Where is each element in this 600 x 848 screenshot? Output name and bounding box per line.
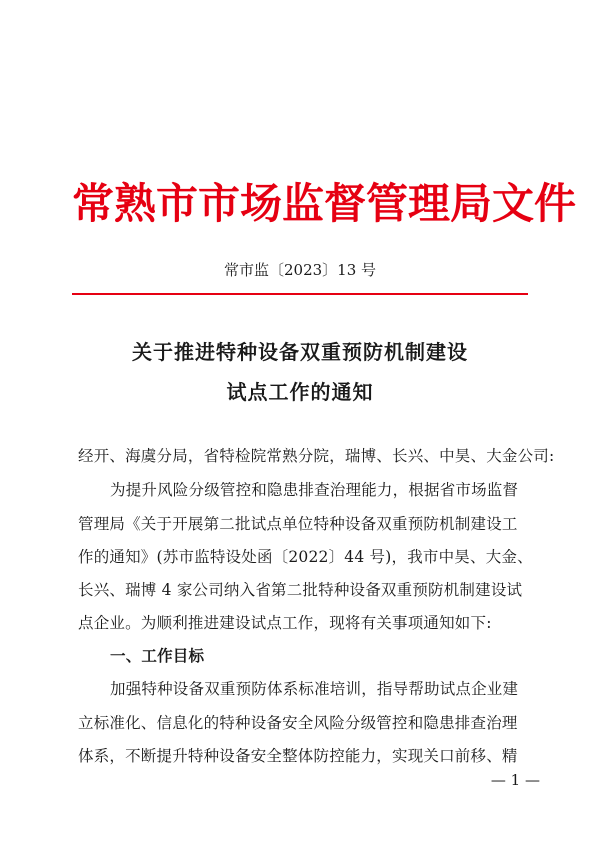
notice-title-line-2: 试点工作的通知: [226, 380, 374, 404]
document-number: 常市监〔2023〕13 号: [223, 261, 377, 279]
paragraph-2-line-3: 体系，不断提升特种设备安全整体防控能力，实现关口前移、精: [78, 747, 518, 765]
paragraph-1-line-3: 作的通知》(苏市监特设处函〔2022〕44 号)，我市中昊、大金、: [78, 548, 533, 566]
red-separator-line: [72, 293, 528, 295]
paragraph-2-line-1: 加强特种设备双重预防体系标准培训，指导帮助试点企业建: [110, 680, 519, 698]
paragraph-1-line-4: 长兴、瑞博 4 家公司纳入省第二批特种设备双重预防机制建设试: [78, 581, 523, 599]
notice-title-line-1: 关于推进特种设备双重预防机制建设: [132, 340, 468, 364]
paragraph-2-line-2: 立标准化、信息化的特种设备安全风险分级管控和隐患排查治理: [78, 714, 518, 732]
paragraph-1-line-5: 点企业。为顺利推进建设试点工作，现将有关事项通知如下:: [78, 614, 492, 632]
paragraph-1-line-1: 为提升风险分级管控和隐患排查治理能力，根据省市场监督: [110, 481, 519, 499]
issuing-authority-header: 常熟市市场监督管理局文件: [72, 179, 577, 228]
section-1-heading: 一、工作目标: [110, 647, 205, 665]
paragraph-1-line-2: 管理局《关于开展第二批试点单位特种设备双重预防机制建设工: [78, 515, 518, 533]
page-number: — 1 —: [490, 771, 540, 789]
addressee-line: 经开、海虞分局，省特检院常熟分院，瑞博、长兴、中昊、大金公司:: [78, 447, 555, 465]
